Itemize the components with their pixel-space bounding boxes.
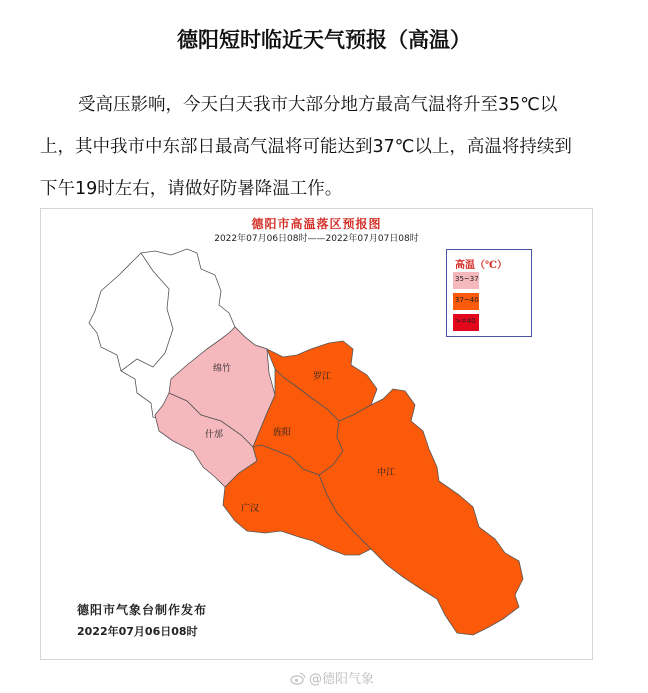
map-issue-time: 2022年07月06日08时 — [77, 625, 198, 638]
legend-label: >=40 — [455, 317, 476, 325]
map-period: 2022年07月06日08时——2022年07月07日08时 — [214, 234, 419, 244]
legend-item-40-plus — [453, 314, 523, 331]
legend-label: 35~37 — [455, 275, 479, 283]
legend-item-35-37 — [453, 272, 523, 289]
label-mianzhu: 绵竹 — [213, 364, 232, 374]
forecast-map — [40, 208, 593, 660]
region-zhongjiang — [319, 389, 523, 635]
legend-item-37-40 — [453, 293, 523, 310]
weibo-watermark — [290, 668, 374, 689]
forecast-paragraph — [40, 84, 610, 210]
legend-title: 高温（℃） — [455, 260, 507, 271]
label-guanghan: 广汉 — [241, 504, 260, 514]
paragraph-line-2: 上，其中我市中东部日最高气温将可能达到37℃以上，高温将持续到 — [40, 137, 572, 157]
label-luojiang: 罗江 — [313, 372, 332, 382]
watermark-text: @德阳气象 — [309, 672, 375, 687]
label-zhongjiang: 中江 — [377, 468, 396, 478]
weibo-icon — [290, 671, 306, 689]
map-legend — [446, 249, 532, 337]
label-shifang: 什邡 — [205, 430, 224, 440]
paragraph-line-1: 受高压影响，今天白天我市大部分地方最高气温将升至35℃以 — [78, 95, 558, 115]
article-title: 德阳短时临近天气预报（高温） — [177, 28, 471, 52]
paragraph-line-3: 下午19时左右，请做好防暑降温工作。 — [40, 179, 343, 199]
label-jingyang: 旌阳 — [273, 428, 292, 438]
map-title: 德阳市高温落区预报图 — [251, 217, 382, 231]
map-issuer: 德阳市气象台制作发布 — [77, 603, 208, 617]
legend-label: 37~40 — [455, 296, 479, 304]
